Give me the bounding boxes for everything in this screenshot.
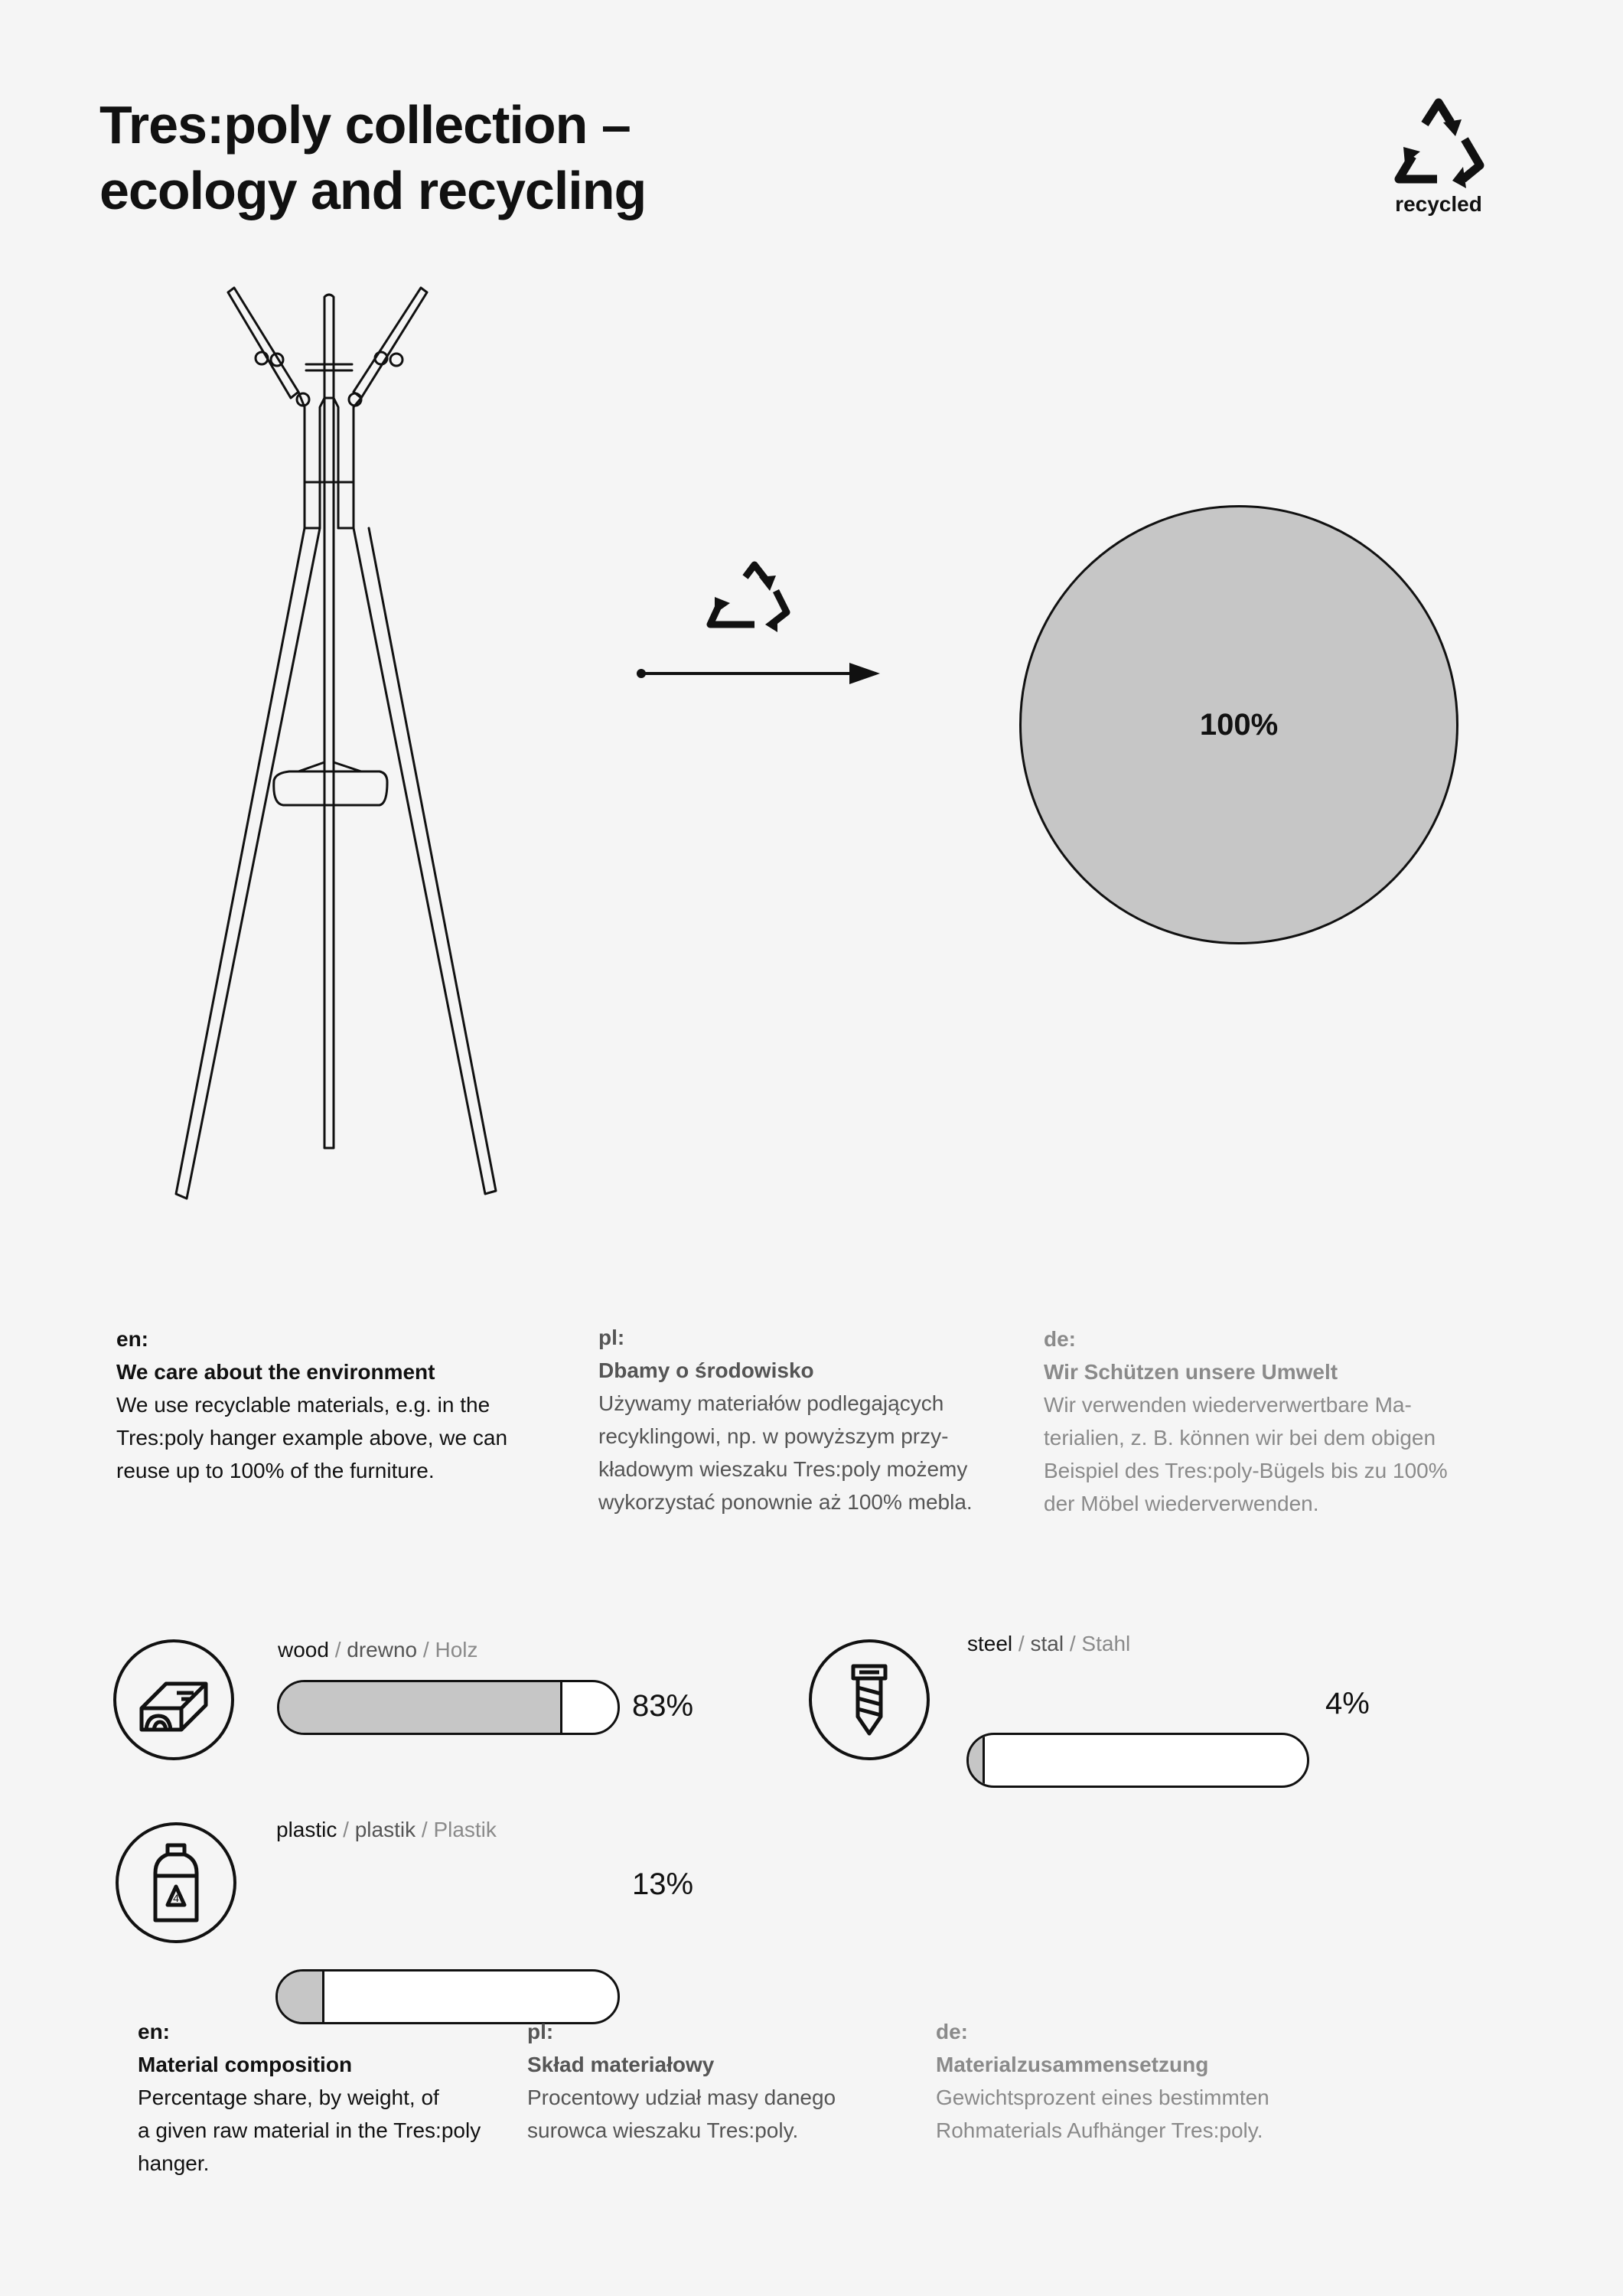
about-en [116, 1322, 545, 1487]
recycled-percentage-circle [1019, 505, 1458, 944]
composition-line: a given raw material in the Tres:poly [138, 2118, 481, 2142]
title-line-2: ecology and recycling [99, 161, 647, 220]
plastic-bottle-icon [149, 1841, 203, 1925]
composition-en [138, 2015, 520, 2180]
about-line: reuse up to 100% of the furniture. [116, 1459, 435, 1482]
about-line: Wir verwenden wiederverwertbare Ma- [1044, 1393, 1412, 1417]
composition-line: surowca wieszaku Tres:poly. [527, 2118, 799, 2142]
composition-pl [527, 2015, 910, 2147]
wood-bar-fill [279, 1682, 562, 1733]
about-line: terialien, z. B. können wir bei dem obigen [1044, 1426, 1436, 1450]
page-title [99, 92, 646, 223]
composition-line: Percentage share, by weight, of [138, 2086, 439, 2109]
steel-material-icon [809, 1639, 930, 1760]
wood-bar [277, 1680, 620, 1735]
about-line: Tres:poly hanger example above, we can [116, 1426, 508, 1450]
composition-line: Gewichtsprozent eines bestimmten [936, 2086, 1269, 2109]
svg-text:4: 4 [173, 1892, 179, 1904]
about-line: kładowym wieszaku Tres:poly możemy [598, 1457, 968, 1481]
lang-label: pl: [598, 1326, 625, 1349]
recycle-arrow [627, 559, 888, 696]
composition-heading: Materialzusammensetzung [936, 2053, 1209, 2076]
composition-heading: Skład materiałowy [527, 2053, 715, 2076]
about-heading: Dbamy o środowisko [598, 1358, 814, 1382]
steel-percent: 4% [1325, 1687, 1370, 1720]
wood-label: wood / drewno / Holz [278, 1638, 478, 1662]
plastic-material-icon [116, 1822, 236, 1943]
lang-label: en: [138, 2020, 170, 2043]
steel-label: steel / stal / Stahl [967, 1632, 1131, 1655]
about-line: wykorzystać ponownie aż 100% mebla. [598, 1490, 973, 1514]
steel-bar [966, 1733, 1309, 1788]
lang-label: en: [116, 1327, 148, 1351]
wood-percent: 83% [632, 1689, 694, 1723]
plastic-label: plastic / plastik / Plastik [276, 1818, 497, 1841]
coat-hanger-illustration [161, 276, 513, 1209]
composition-line: hanger. [138, 2151, 210, 2175]
about-de [1044, 1322, 1503, 1520]
recycled-badge [1377, 92, 1500, 217]
about-line: recyklingowi, np. w powyższym przy- [598, 1424, 949, 1448]
recycled-percentage-label: 100% [1199, 707, 1279, 742]
screw-icon [842, 1662, 896, 1738]
about-pl [598, 1321, 1027, 1518]
about-heading: We care about the environment [116, 1360, 435, 1384]
lang-label: de: [936, 2020, 968, 2043]
composition-heading: Material composition [138, 2053, 353, 2076]
about-line: der Möbel wiederverwenden. [1044, 1492, 1319, 1515]
about-heading: Wir Schützen unsere Umwelt [1044, 1360, 1338, 1384]
composition-line: Rohmaterials Aufhänger Tres:poly. [936, 2118, 1263, 2142]
about-line: We use recyclable materials, e.g. in the [116, 1393, 490, 1417]
wood-material-icon [113, 1639, 234, 1760]
lang-label: de: [1044, 1327, 1076, 1351]
plastic-percent: 13% [632, 1867, 694, 1901]
title-line-1: Tres:poly collection – [99, 95, 631, 155]
recycle-icon [710, 565, 787, 625]
recycled-label: recycled [1395, 192, 1482, 216]
composition-de [936, 2015, 1364, 2147]
composition-line: Procentowy udział masy danego [527, 2086, 836, 2109]
recycle-icon [1385, 92, 1492, 191]
steel-bar-fill [969, 1735, 985, 1786]
about-line: Używamy materiałów podlegających [598, 1391, 944, 1415]
wood-icon [135, 1665, 212, 1734]
about-line: Beispiel des Tres:poly-Bügels bis zu 100% [1044, 1459, 1448, 1482]
lang-label: pl: [527, 2020, 554, 2043]
